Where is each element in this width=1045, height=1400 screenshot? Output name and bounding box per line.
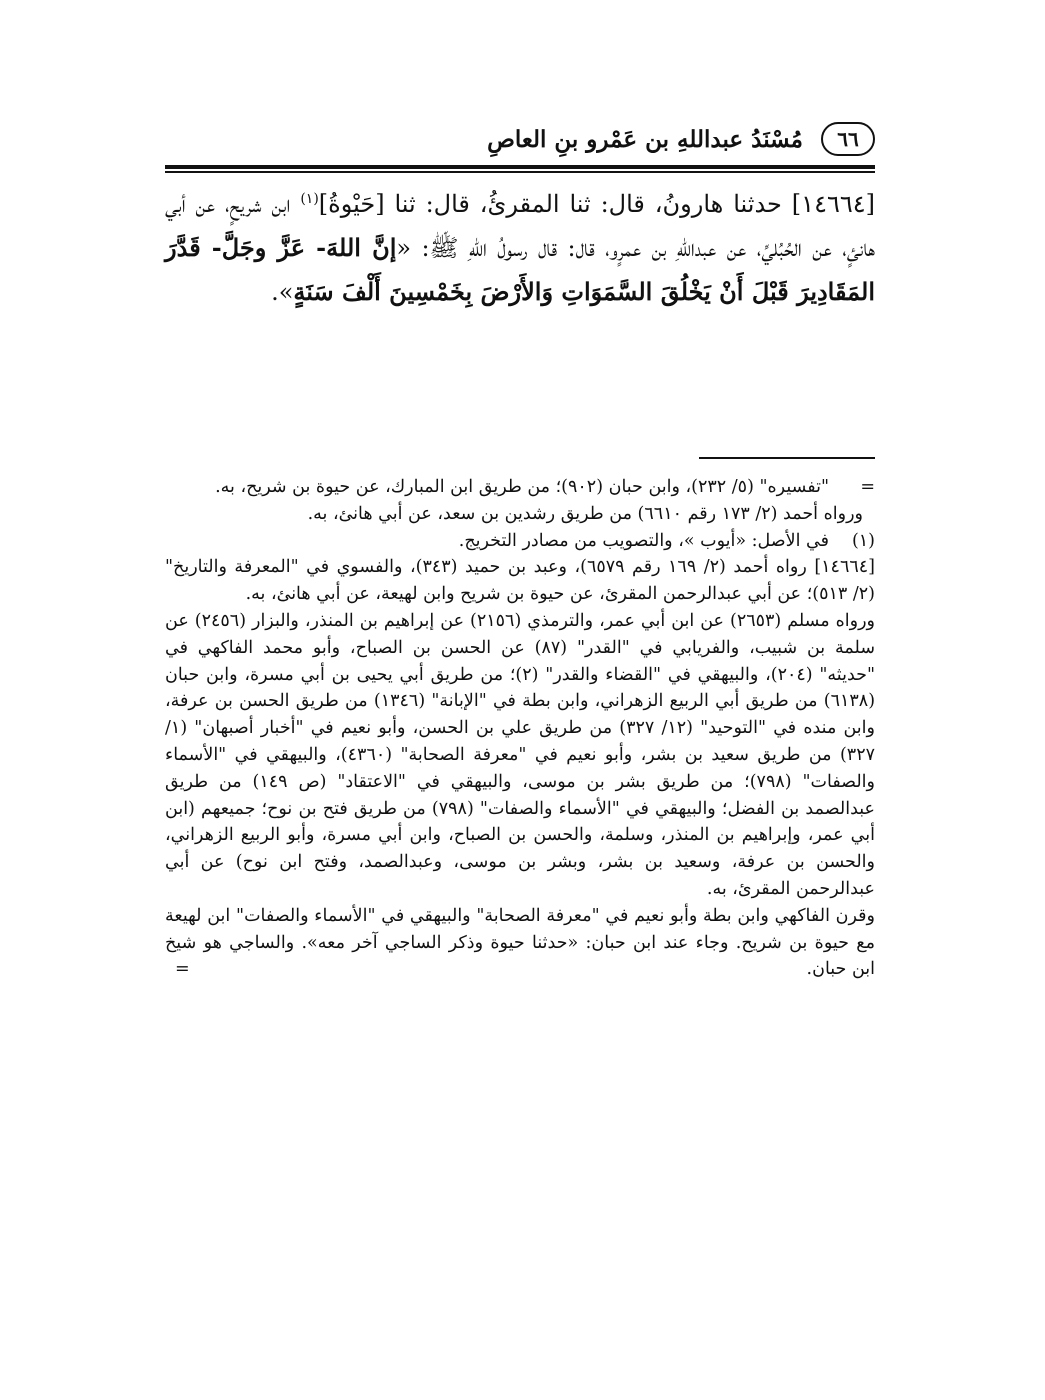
continued-footnote xyxy=(165,474,875,501)
footnote-ref[interactable]: (١) xyxy=(300,191,319,207)
continued-marker: = xyxy=(860,477,875,497)
hadith-number: [١٤٦٦٤] xyxy=(791,190,875,218)
header-rule-thick xyxy=(165,165,875,169)
page-number: ٦٦ xyxy=(821,122,875,156)
header-rule-thin xyxy=(165,171,875,173)
page-header xyxy=(165,118,875,160)
hadith-text xyxy=(165,182,875,314)
footnote-1-text: في الأصل: «أيوب »، والتصويب من مصادر التخريج. xyxy=(458,530,829,551)
takhrij-text-3: وقرن الفاكهي وابن بطة وأبو نعيم في "معرفة الصحابة" والبيهقي في "الأسماء والصفات" ابن لهيعة مع حيوة بن شريح. وجاء عند ابن حبان: «حدثنا حيوة وذكر الساجي آخر معه». والساجي هو شيخ ابن حبان. xyxy=(165,905,875,980)
isnad-part-2: ابن شريحٍ، عن أبي هانئٍ، عن الحُبُليِّ، عن عبداللهِ بن عمرٍو، قال: قال رسولُ اللهِ ﷺ: « xyxy=(165,190,875,262)
quote-closing: ». xyxy=(271,278,294,306)
takhrij-number: [١٤٦٦٤] xyxy=(814,557,875,578)
continuation-marker: = xyxy=(175,959,190,980)
isnad-part-1: حدثنا هارونُ، قال: ثنا المقرئُ، قال: ثنا [حَيْوةُ] xyxy=(318,190,782,218)
running-title: مُسْنَدُ عبداللهِ بن عَمْرو بنِ العاصِ xyxy=(487,125,803,153)
hadith-matn: إنَّ اللهَ- عَزَّ وجَلَّ- قَدَّرَ المَقَادِيرَ قَبْلَ أَنْ يَخْلُقَ السَّمَوَاتِ وَالأَرْضَ بِخَمْسِينَ أَلْفَ سَنَةٍ xyxy=(165,233,875,306)
continued-text: "تفسيره" (٥/ ٢٣٢)، وابن حبان (٩٠٢)؛ من طريق ابن المبارك، عن حيوة بن شريح، به. xyxy=(215,477,829,497)
footnote-1 xyxy=(165,528,875,555)
takhrij-paragraph-3 xyxy=(165,903,875,983)
footnotes xyxy=(165,474,875,983)
takhrij-paragraph-1 xyxy=(165,554,875,608)
takhrij-text-1: رواه أحمد (٢/ ١٦٩ رقم ٦٥٧٩)، وعبد بن حميد (٣٤٣)، والفسوي في "المعرفة والتاريخ" (٢/ ٥١٣)؛ عن أبي عبدالرحمن المقرئ، عن حيوة بن شريح وابن لهيعة، عن أبي هانئ، به. xyxy=(165,557,875,605)
takhrij-paragraph-2: ورواه مسلم (٢٦٥٣) عن ابن أبي عمر، والترمذي (٢١٥٦) عن إبراهيم بن المنذر، والبزار (٢٤٥٦) عن سلمة بن شبيب، والفريابي في "القدر" (٨٧) عن الحسن بن الصباح، وأبو محمد الفاكهي في "حديثه" (٢٠٤)، والبيهقي في "القضاء والقدر" (٢)؛ من طريق أبي يحيى بن أبي مسرة، وابن حبان (٦١٣٨) من طريق أبي الربيع الزهراني، وابن بطة في "الإبانة" (١٣٤٦) من طريق الحسن بن عرفة، وابن منده في "التوحيد" (١٢/ ٣٢٧) من طريق علي بن الحسن، وأبو نعيم في "أخبار أصبهان" (١/ ٣٢٧) من طريق سعيد بن بشر، وأبو نعيم في "معرفة الصحابة" (٤٣٦٠)، والبيهقي في "الأسماء والصفات" (٧٩٨)؛ من طريق بشر بن موسى، والبيهقي في "الاعتقاد" (ص ١٤٩) من طريق عبدالصمد بن الفضل؛ والبيهقي في "الأسماء والصفات" (٧٩٨) من طريق فتح بن نوح؛ جميعهم (ابن أبي عمر، وإبراهيم بن المنذر، وسلمة، والحسن بن الصباح، وابن أبي مسرة، وأبو الربيع الزهراني، والحسن بن عرفة، وسعيد بن بشر، وبشر بن موسى، وعبدالصمد، وفتح ابن نوح) عن أبي عبدالرحمن المقرئ، به. xyxy=(165,610,876,899)
hadith-paragraph xyxy=(165,182,875,314)
footnote-1-marker: (١) xyxy=(851,530,875,551)
continued-text-2: ورواه أحمد (٢/ ١٧٣ رقم ٦٦١٠) من طريق رشدين بن سعد، عن أبي هانئ، به. xyxy=(307,503,863,524)
footnote-separator xyxy=(699,457,875,459)
